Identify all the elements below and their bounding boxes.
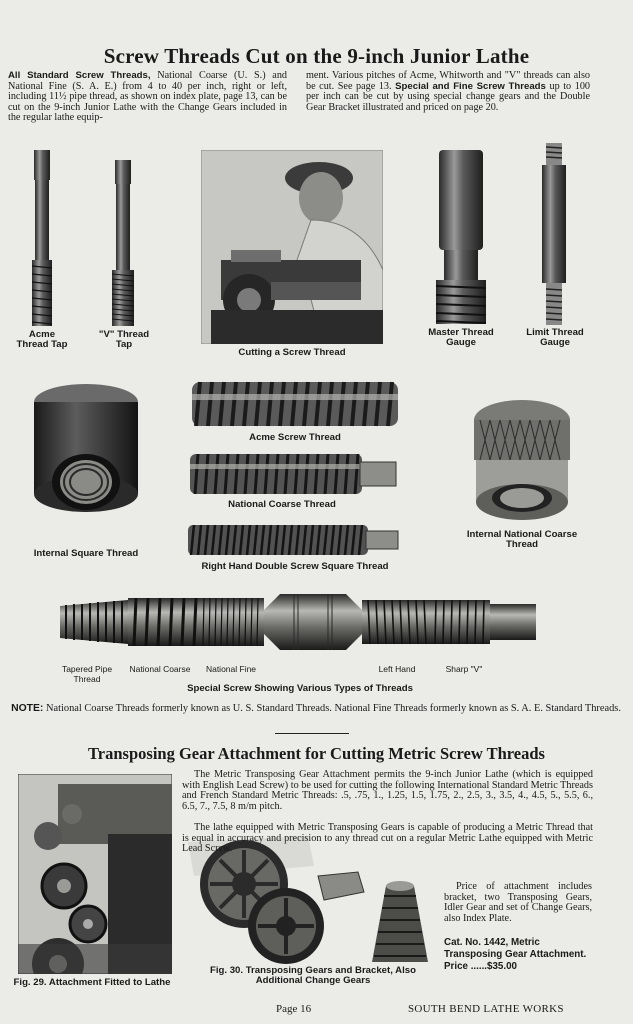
section2-para2: The lathe equipped with Metric Transposing Gears is capable of producing a Metric Thread that is equal in accuracy and precision to any thread cut on a regular Metric Lathe equipped with Metric Lead Screw. xyxy=(182,822,593,855)
note-block xyxy=(10,703,622,714)
fig29-caption: Fig. 29. Attachment Fitted to Lathe xyxy=(13,977,171,988)
note-text: National Coarse Threads formerly known as U. S. Standard Threads. National Fine Threads formerly known as S. A. E. Standard Threads. xyxy=(46,703,621,714)
page-title: Screw Threads Cut on the 9-inch Junior Lathe xyxy=(103,44,530,68)
section-divider xyxy=(275,733,349,734)
cutting-thread-caption: Cutting a Screw Thread xyxy=(238,347,346,358)
v-tap-illustration xyxy=(107,160,139,328)
limit-gauge-caption: Limit Thread Gauge xyxy=(526,327,584,348)
catalog-number: Cat. No. 1442, Metric Transposing Gear Attachment. Price ......$35.00 xyxy=(444,937,587,972)
left-hand-label: Left Hand xyxy=(378,664,416,674)
national-coarse-caption: National Coarse Thread xyxy=(228,499,336,510)
intro-right-text1: ment. Various pitches of Acme, Whitworth and "V" threads can also be cut. See page 13. xyxy=(306,70,590,92)
master-gauge-caption: Master Thread Gauge xyxy=(428,327,494,348)
internal-square-caption: Internal Square Thread xyxy=(33,548,139,559)
internal-square-nut-illustration xyxy=(30,382,142,514)
fig30-caption: Fig. 30. Transposing Gears and Bracket, Also Additional Change Gears xyxy=(210,965,416,986)
tapered-pipe-label: Tapered Pipe Thread xyxy=(61,664,113,684)
national-coarse-label: National Coarse xyxy=(129,664,191,674)
intro-right-column xyxy=(306,71,590,113)
intro-right-text2: up to 100 per inch can be cut by using special change gears and the Double Gear Bracket illustrated and priced on page 20. xyxy=(306,80,591,113)
section2-para1: The Metric Transposing Gear Attachment permits the 9-inch Junior Lathe (which is equipped with English Lead Screw) to be used for cutting the following International Standard Metric Threads and French Standard Metric Threads: .5, .75, 1., 1.25, 1.5, 1.75, 2., 2.5, 3., 3.5, 4., 4.5, 5., 5.5, 6., 6.5, 7., 7.5, 8 m/m pitch. xyxy=(182,769,593,812)
internal-national-nut-illustration xyxy=(472,398,572,522)
acme-screw-caption: Acme Screw Thread xyxy=(249,432,341,443)
acme-screw-illustration xyxy=(192,380,398,428)
rh-double-caption: Right Hand Double Screw Square Thread xyxy=(201,561,389,572)
v-tap-caption: "V" Thread Tap xyxy=(98,329,150,350)
intro-left-bold: All Standard Screw Threads, xyxy=(8,70,151,81)
intro-left-column xyxy=(8,71,287,124)
limit-gauge-illustration xyxy=(538,143,570,327)
acme-tap-illustration xyxy=(28,150,56,328)
national-coarse-screw-illustration xyxy=(190,454,398,494)
rh-double-square-screw-illustration xyxy=(188,525,400,555)
intro-left-text: National Coarse (U. S.) and National Fine (S. A. E.) from 4 to 40 per inch, right or left, including 11½ pipe thread, as shown on index plate, page 13, can be cut on the 9-inch Junior Lathe with the Change Gears included in the regular lathe equip- xyxy=(8,70,288,124)
fig29-photo xyxy=(18,774,172,974)
section2-para3: Price of attachment includes bracket, two Transposing Gears, Idler Gear and set of Change Gears, also Index Plate. xyxy=(444,881,592,924)
note-label: NOTE: xyxy=(11,703,44,714)
acme-tap-caption: Acme Thread Tap xyxy=(16,329,68,350)
section2-heading: Transposing Gear Attachment for Cutting Metric Screw Threads xyxy=(88,744,545,763)
special-screw-caption: Special Screw Showing Various Types of Threads xyxy=(187,683,413,694)
master-gauge-illustration xyxy=(434,150,488,326)
company-name: SOUTH BEND LATHE WORKS xyxy=(408,1003,564,1015)
intro-right-bold: Special and Fine Screw Threads xyxy=(395,80,546,92)
page-number: Page 16 xyxy=(276,1003,312,1015)
sharp-v-label: Sharp "V" xyxy=(445,664,483,674)
fig30-gears-illustration xyxy=(188,836,432,966)
special-screw-illustration xyxy=(58,580,538,664)
cutting-thread-photo xyxy=(201,150,383,344)
internal-national-caption: Internal National Coarse Thread xyxy=(466,529,578,550)
national-fine-label: National Fine xyxy=(205,664,257,674)
